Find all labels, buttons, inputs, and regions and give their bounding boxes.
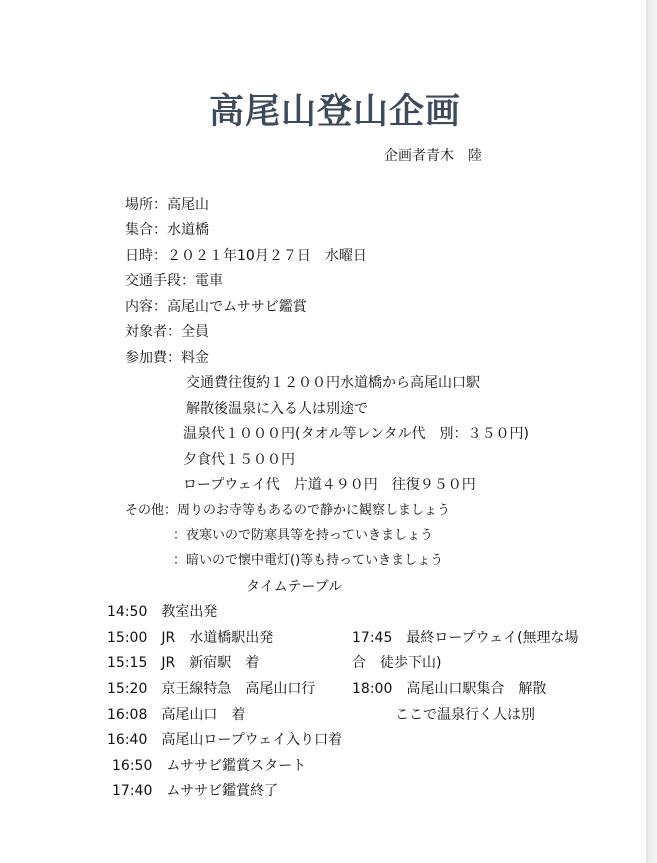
timetable-entry: 16:50 ムササビ鑑賞スタート xyxy=(112,758,307,774)
others-line: ：夜寒いので防寒具等を持っていきましょう xyxy=(173,528,434,543)
timetable-entry: 16:08 高尾山口 着 xyxy=(107,707,246,723)
timetable-heading: タイムテーブル xyxy=(246,579,343,595)
author-line: 企画者青木 陸 xyxy=(384,148,482,164)
meeting-line: 集合：水道橋 xyxy=(125,222,209,238)
fee-line: 解散後温泉に入る人は別途で xyxy=(186,401,368,417)
timetable-entry: 合 徒歩下山) xyxy=(352,655,442,671)
place-line: 場所：高尾山 xyxy=(125,197,209,213)
timetable-entry: 15:00 JR 水道橋駅出発 xyxy=(107,630,274,646)
fee-line: 夕食代１５００円 xyxy=(183,452,295,468)
timetable-entry: 14:50 教室出発 xyxy=(107,604,218,620)
timetable-entry: 15:15 JR 新宿駅 着 xyxy=(107,655,260,671)
timetable-entry: 17:45 最終ロープウェイ(無理な場 xyxy=(352,630,579,646)
timetable-entry: 15:20 京王線特急 高尾山口行 xyxy=(107,681,316,697)
document-title: 高尾山登山企画 xyxy=(208,92,461,132)
fee-line: ロープウェイ代 片道４９０円 往復９５０円 xyxy=(183,477,476,493)
timetable-entry: 16:40 高尾山ロープウェイ入り口着 xyxy=(107,732,343,748)
others-line: ：暗いので懐中電灯()等も持っていきましょう xyxy=(173,553,444,568)
content-line: 内容：高尾山でムササビ鑑賞 xyxy=(125,299,307,315)
timetable-entry: 17:40 ムササビ鑑賞終了 xyxy=(112,783,279,799)
fee-label-line: 参加費：料金 xyxy=(125,350,209,366)
timetable-entry: 18:00 高尾山口駅集合 解散 xyxy=(352,681,547,697)
transport-line: 交通手段：電車 xyxy=(125,273,223,289)
others-line: その他：周りのお寺等もあるので静かに観察しましょう xyxy=(125,503,451,518)
datetime-line: 日時：２０２１年10月２７日 水曜日 xyxy=(125,248,367,264)
fee-line: 温泉代１０００円(タオル等レンタル代 別：３５０円) xyxy=(183,426,530,442)
timetable-entry: ここで温泉行く人は別 xyxy=(395,707,535,723)
fee-line: 交通費往復約１２００円水道橋から高尾山口駅 xyxy=(186,375,480,391)
page-edge xyxy=(646,0,657,863)
target-line: 対象者：全員 xyxy=(125,324,209,340)
